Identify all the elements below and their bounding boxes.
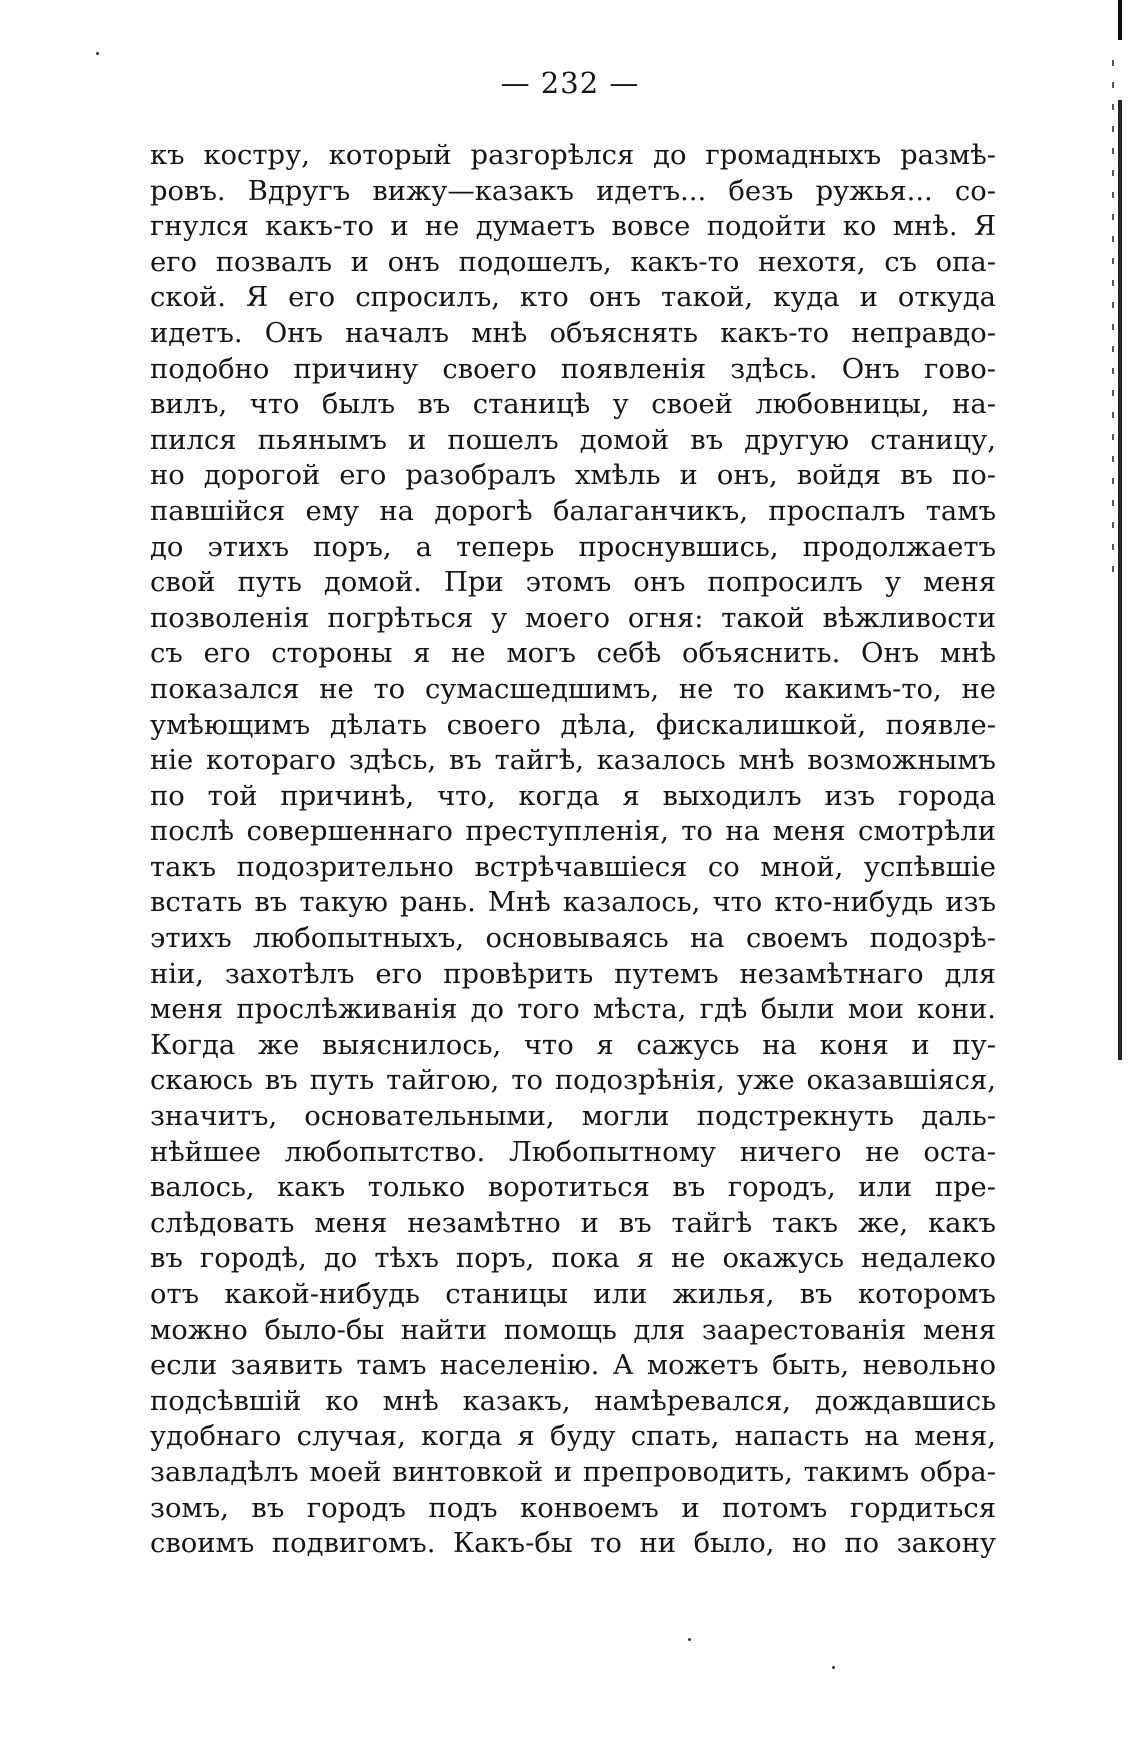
body-text xyxy=(150,138,996,1562)
scan-edge-dashes xyxy=(1112,60,1114,580)
text-line: пился пьянымъ и пошелъ домой въ другую станицу, xyxy=(150,424,996,456)
text-line: въ городѣ, до тѣхъ поръ, пока я не окажусь недалеко xyxy=(150,1243,996,1275)
text-line: къ костру, который разгорѣлся до громадныхъ размѣ- xyxy=(150,140,996,171)
scan-speck xyxy=(96,52,99,55)
text-line: по той причинѣ, что, когда я выходилъ изъ города xyxy=(150,780,996,812)
text-line: умѣющимъ дѣлать своего дѣла, фискалишкой, появле- xyxy=(150,709,996,741)
text-line: подобно причину своего появленія здѣсь. Онъ гово- xyxy=(150,353,996,385)
text-line: зомъ, въ городъ подъ конвоемъ и потомъ гордиться xyxy=(150,1492,996,1524)
text-line: позволенія погрѣться у моего огня: такой вѣжливости xyxy=(150,602,996,634)
text-line: встать въ такую рань. Мнѣ казалось, что кто-нибудь изъ xyxy=(150,887,996,919)
text-line: послѣ совершеннаго преступленія, то на меня смотрѣли xyxy=(150,816,996,848)
text-line: нѣйшее любопытство. Любопытному ничего не оста- xyxy=(150,1136,996,1168)
scan-edge-line xyxy=(1118,0,1122,1060)
text-line: показался не то сумасшедшимъ, не то какимъ-то, не xyxy=(150,673,996,705)
text-line: удобнаго случая, когда я буду спать, напасть на меня, xyxy=(150,1421,996,1453)
text-line: завладѣлъ моей винтовкой и препроводить, такимъ обра- xyxy=(150,1456,996,1488)
text-line: ніи, захотѣлъ его провѣрить путемъ незамѣтнаго для xyxy=(150,958,996,990)
text-line: значитъ, основательными, могли подстрекнуть даль- xyxy=(150,1101,996,1133)
text-line: ской. Я его спросилъ, кто онъ такой, куда и откуда xyxy=(150,282,996,314)
text-line: ніе котораго здѣсь, въ тайгѣ, казалось мнѣ возможнымъ xyxy=(150,745,996,777)
text-line: свой путь домой. При этомъ онъ попросилъ у меня xyxy=(150,567,996,599)
text-line: меня прослѣживанія до того мѣста, гдѣ были мои кони. xyxy=(150,994,996,1026)
text-line: ровъ. Вдругъ вижу—казакъ идетъ... безъ ружья... со- xyxy=(150,175,996,207)
text-line: можно было-бы найти помощь для заарестованія меня xyxy=(150,1314,996,1346)
text-line: своимъ подвигомъ. Какъ-бы то ни было, но по закону xyxy=(150,1528,996,1560)
text-line: валось, какъ только воротиться въ городъ, или пре- xyxy=(150,1172,996,1204)
text-line: съ его стороны я не могъ себѣ объяснить. Онъ мнѣ xyxy=(150,638,996,670)
text-line: если заявить тамъ населенію. А можетъ быть, невольно xyxy=(150,1350,996,1382)
text-line: но дорогой его разобралъ хмѣль и онъ, войдя въ по- xyxy=(150,460,996,492)
text-line: этихъ любопытныхъ, основываясь на своемъ подозрѣ- xyxy=(150,923,996,955)
text-line: такъ подозрительно встрѣчавшіеся со мной, успѣвшіе xyxy=(150,851,996,883)
text-line: гнулся какъ-то и не думаетъ вовсе подойти ко мнѣ. Я xyxy=(150,211,996,243)
text-line: идетъ. Онъ началъ мнѣ объяснять какъ-то неправдо- xyxy=(150,317,996,349)
text-line: его позвалъ и онъ подошелъ, какъ-то нехотя, съ опа- xyxy=(150,246,996,278)
scan-speck xyxy=(832,1666,835,1669)
scan-speck xyxy=(688,1638,691,1641)
text-line: слѣдовать меня незамѣтно и въ тайгѣ такъ же, какъ xyxy=(150,1207,996,1239)
text-line: подсѣвшій ко мнѣ казакъ, намѣревался, дождавшись xyxy=(150,1385,996,1417)
text-line: вилъ, что былъ въ станицѣ у своей любовницы, на- xyxy=(150,389,996,421)
text-line: скаюсь въ путь тайгою, то подозрѣнія, уже оказавшіяся, xyxy=(150,1065,996,1097)
text-line: до этихъ поръ, а теперь проснувшись, продолжаетъ xyxy=(150,531,996,563)
text-line: отъ какой-нибудь станицы или жилья, въ которомъ xyxy=(150,1279,996,1310)
text-line: Когда же выяснилось, что я сажусь на коня и пу- xyxy=(150,1029,996,1061)
page-number: — 232 — xyxy=(500,66,640,100)
text-line: павшійся ему на дорогѣ балаганчикъ, проспалъ тамъ xyxy=(150,495,996,527)
